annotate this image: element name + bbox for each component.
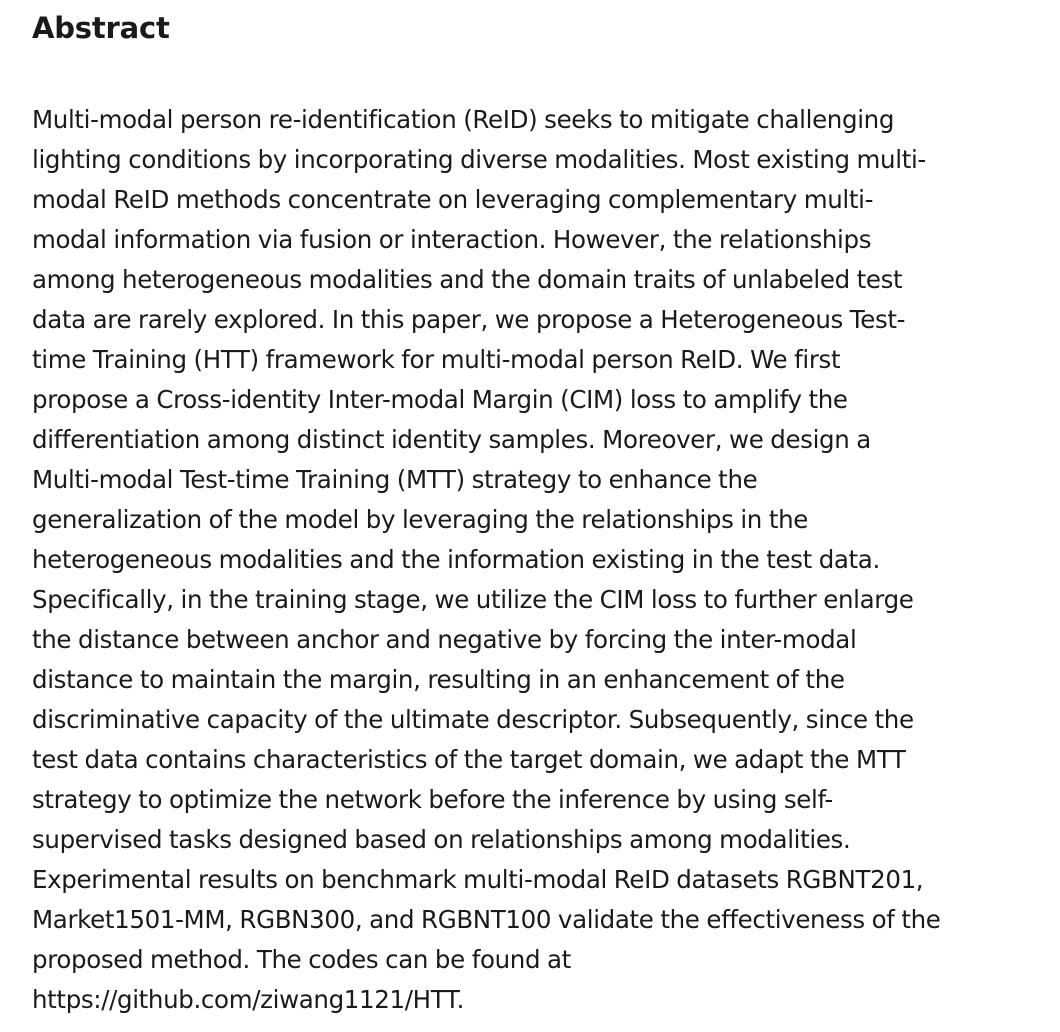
abstract-line: supervised tasks designed based on relationships among modalities. bbox=[32, 825, 851, 854]
abstract-line: propose a Cross-identity Inter-modal Margin (CIM) loss to amplify the bbox=[32, 385, 848, 414]
abstract-line: proposed method. The codes can be found at bbox=[32, 945, 571, 974]
abstract-line: Experimental results on benchmark multi-modal ReID datasets RGBNT201, bbox=[32, 865, 924, 894]
abstract-line: Market1501-MM, RGBN300, and RGBNT100 validate the effectiveness of the bbox=[32, 905, 941, 934]
abstract-body bbox=[32, 48, 1042, 1020]
abstract-line: among heterogeneous modalities and the domain traits of unlabeled test bbox=[32, 265, 903, 294]
abstract-line: Specifically, in the training stage, we utilize the CIM loss to further enlarge bbox=[32, 585, 914, 614]
code-url-line: https://github.com/ziwang1121/HTT. bbox=[32, 985, 465, 1014]
abstract-line: differentiation among distinct identity samples. Moreover, we design a bbox=[32, 425, 871, 454]
abstract-line: time Training (HTT) framework for multi-modal person ReID. We first bbox=[32, 345, 841, 374]
abstract-line: test data contains characteristics of the target domain, we adapt the MTT bbox=[32, 745, 906, 774]
abstract-line: the distance between anchor and negative by forcing the inter-modal bbox=[32, 625, 857, 654]
abstract-line: data are rarely explored. In this paper, we propose a Heterogeneous Test- bbox=[32, 305, 906, 334]
abstract-line: discriminative capacity of the ultimate descriptor. Subsequently, since the bbox=[32, 705, 914, 734]
abstract-section bbox=[32, 0, 1042, 1020]
abstract-line: strategy to optimize the network before the inference by using self- bbox=[32, 785, 833, 814]
abstract-heading: Abstract bbox=[32, 11, 170, 45]
abstract-line: heterogeneous modalities and the information existing in the test data. bbox=[32, 545, 880, 574]
abstract-line: Multi-modal Test-time Training (MTT) strategy to enhance the bbox=[32, 465, 758, 494]
abstract-line: modal ReID methods concentrate on leveraging complementary multi- bbox=[32, 185, 874, 214]
abstract-line: generalization of the model by leveraging the relationships in the bbox=[32, 505, 808, 534]
abstract-line: distance to maintain the margin, resulting in an enhancement of the bbox=[32, 665, 845, 694]
abstract-line: Multi-modal person re-identification (ReID) seeks to mitigate challenging bbox=[32, 105, 895, 134]
abstract-line: modal information via fusion or interaction. However, the relationships bbox=[32, 225, 872, 254]
abstract-line: lighting conditions by incorporating diverse modalities. Most existing multi- bbox=[32, 145, 926, 174]
